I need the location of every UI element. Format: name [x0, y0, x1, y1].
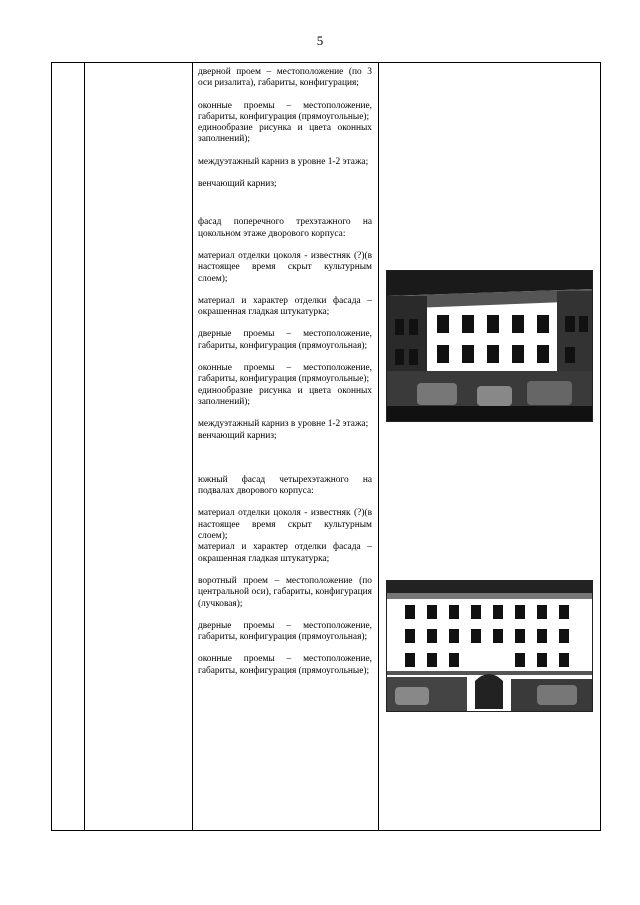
paragraph: оконные проемы – местоположение, габариты, конфигурация (прямоугольные);: [198, 654, 372, 676]
paragraph: воротный проем – местоположение (по центральной оси), габариты, конфигурация (лучковая);: [198, 575, 372, 609]
paragraph: материал отделки цоколя - известняк (?)(в настоящее время скрыт культурным слоем);: [198, 508, 372, 542]
paragraph: фасад поперечного трехэтажного на цокольном этаже дворового корпуса:: [198, 217, 372, 239]
paragraph: единообразие рисунка и цвета оконных заполнений);: [198, 123, 372, 145]
paragraph: оконные проемы – местоположение, габариты, конфигурация (прямоугольные);: [198, 100, 372, 122]
paragraph: материал отделки цоколя - известняк (?)(в настоящее время скрыт культурным слоем);: [198, 250, 372, 284]
paragraph: междуэтажный карниз в уровне 1-2 этажа;: [198, 419, 369, 430]
paragraph: южный фасад четырехэтажного на подвалах дворового корпуса:: [198, 474, 372, 497]
courtyard-facade-photo-1: [386, 270, 593, 422]
paragraph: материал и характер отделки фасада – окрашенная гладкая штукатурка;: [198, 542, 372, 564]
column-divider: [192, 63, 193, 830]
courtyard-facade-photo-2: [386, 580, 593, 712]
page-number: 5: [316, 33, 324, 48]
paragraph: междуэтажный карниз в уровне 1-2 этажа;: [198, 156, 369, 167]
paragraph: дверной проем – местоположение (по 3 оси ризалита), габариты, конфигурация;: [198, 67, 372, 89]
column-divider: [84, 63, 85, 830]
document-table: [51, 62, 601, 831]
paragraph: материал и характер отделки фасада – окрашенная гладкая штукатурка;: [198, 295, 372, 318]
paragraph: оконные проемы – местоположение, габариты, конфигурация (прямоугольные);: [198, 363, 372, 385]
description-column: [198, 67, 372, 677]
paragraph: единообразие рисунка и цвета оконных заполнений);: [198, 385, 372, 407]
paragraph: венчающий карниз;: [198, 430, 277, 441]
paragraph: венчающий карниз;: [198, 179, 277, 190]
paragraph: дверные проемы – местоположение, габариты, конфигурация (прямоугольная);: [198, 329, 372, 351]
paragraph: дверные проемы – местоположение, габариты, конфигурация (прямоугольная);: [198, 620, 372, 643]
column-divider: [378, 63, 379, 830]
